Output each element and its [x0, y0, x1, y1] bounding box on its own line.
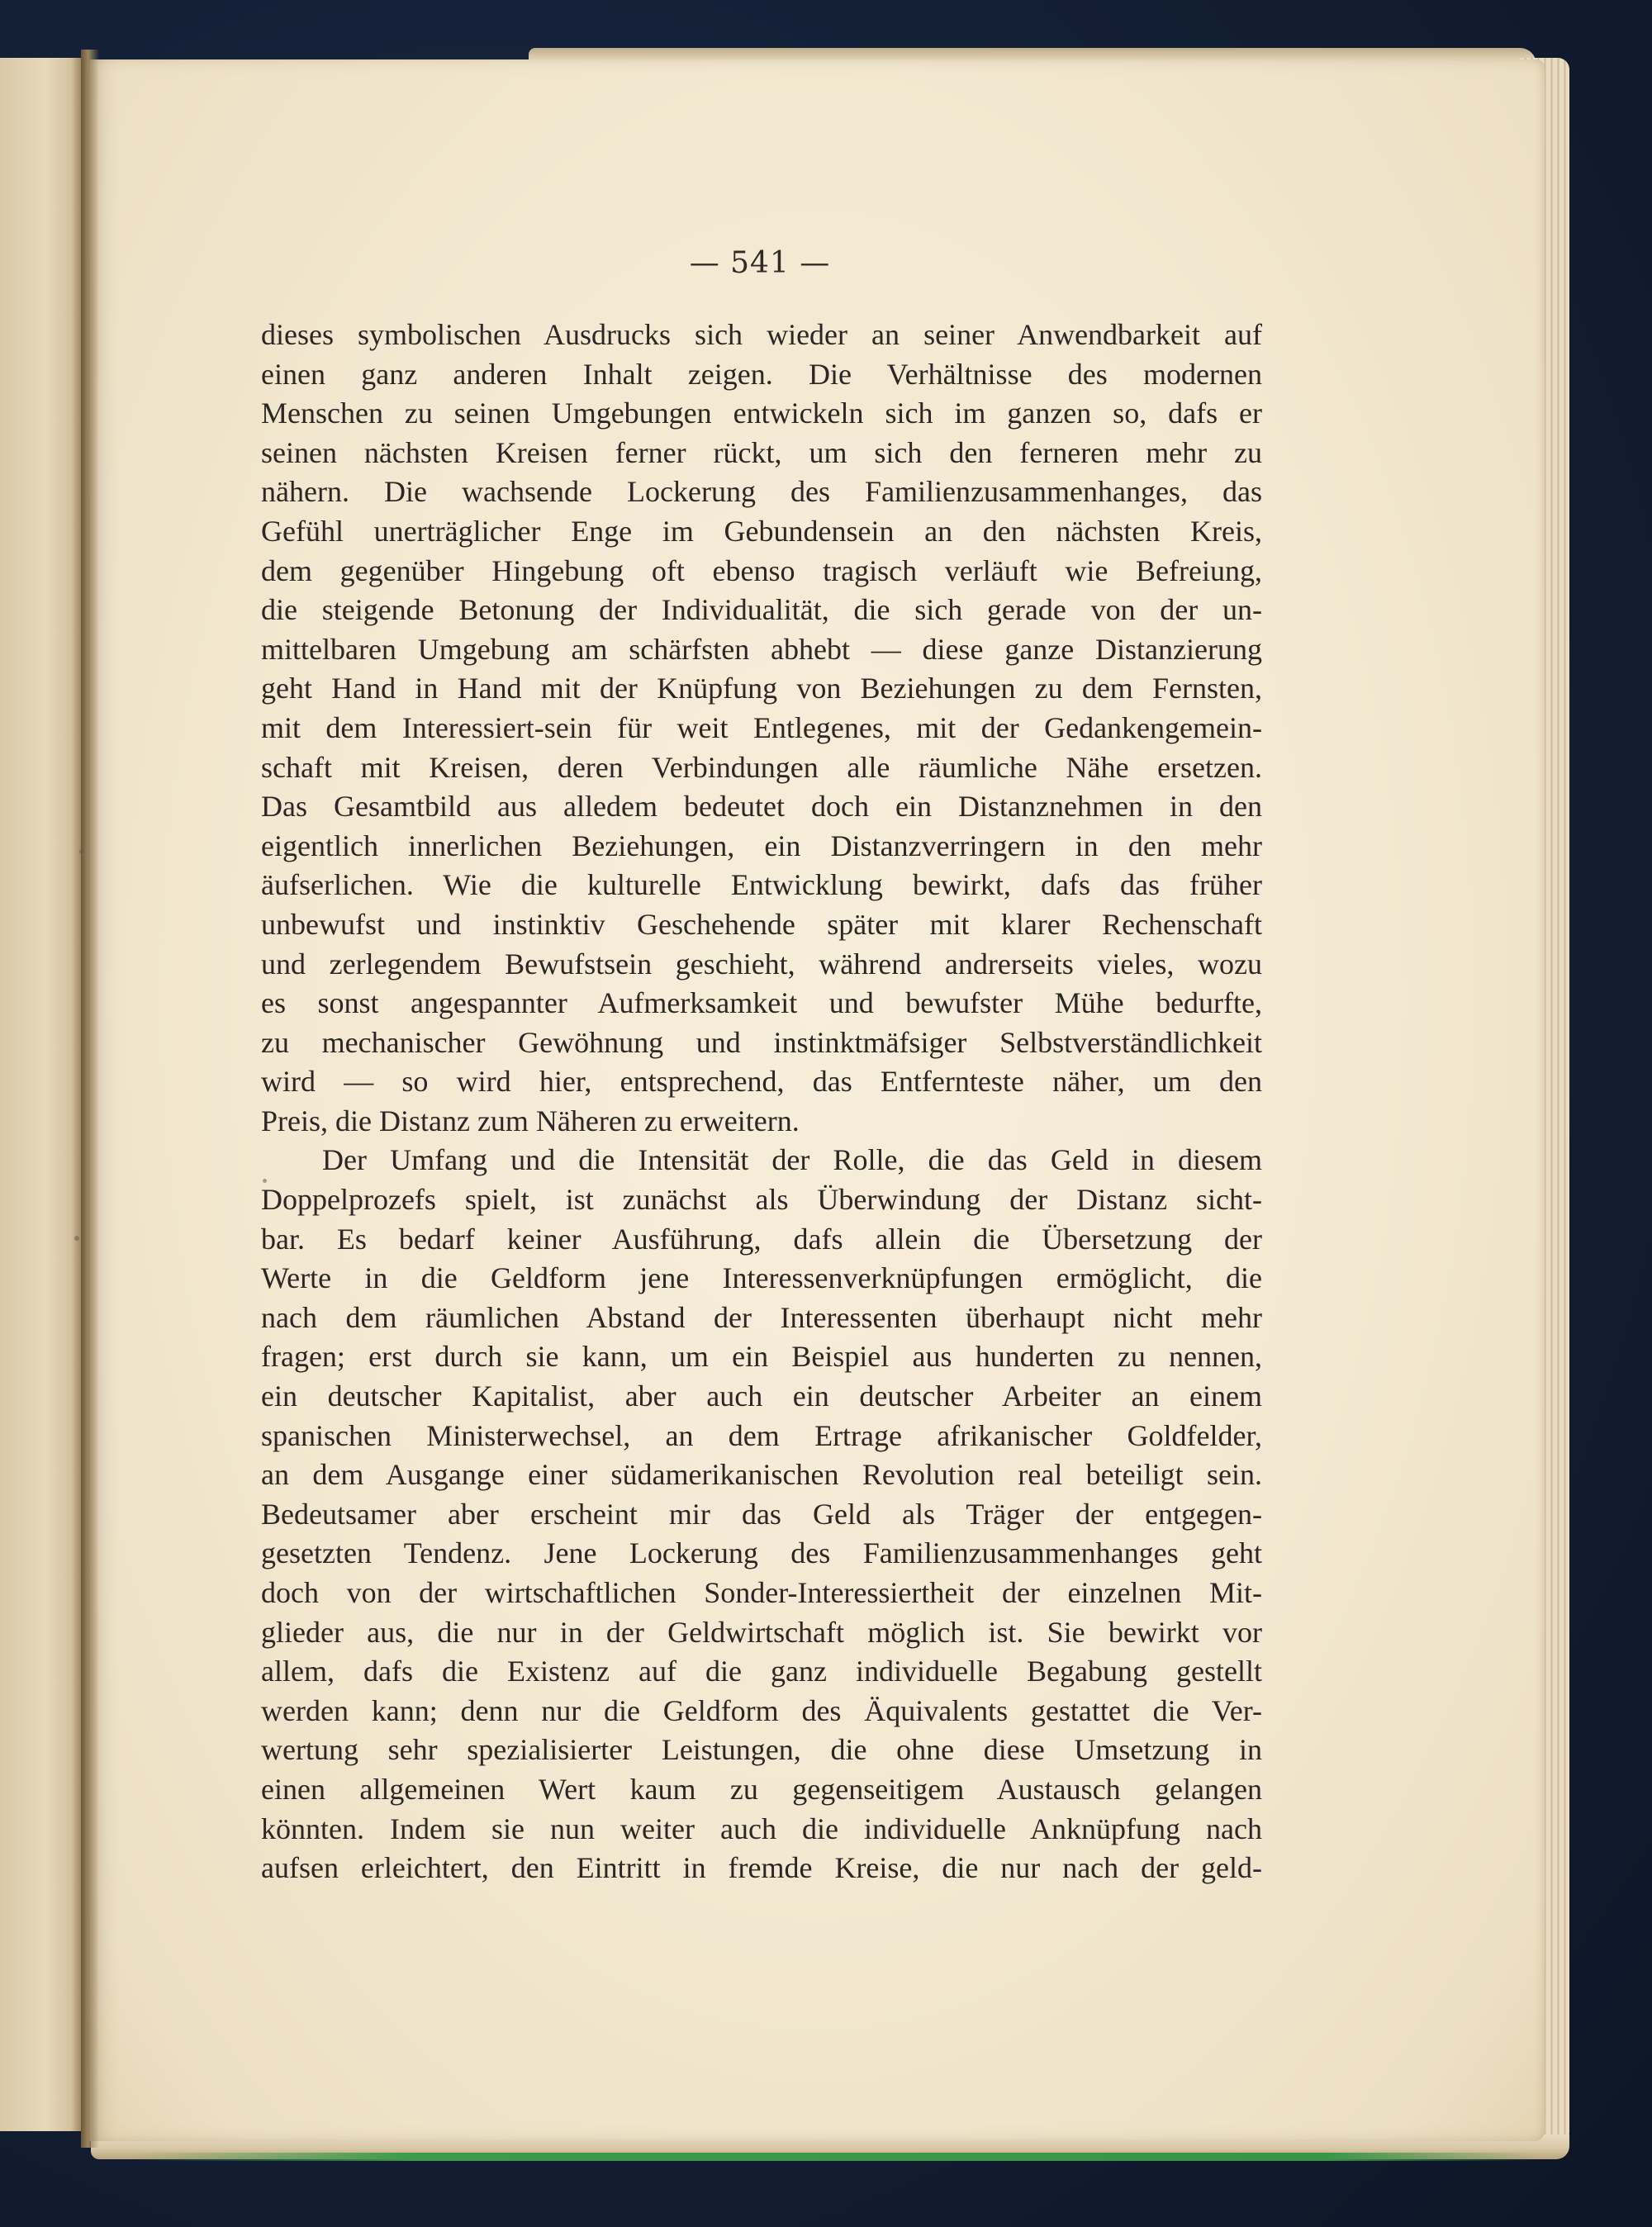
paragraph-start-line: Der Umfang und die Intensität der Rolle, die das Geld in diesem: [322, 1143, 1262, 1177]
text-line: dem gegenüber Hingebung oft ebenso tragisch verläuft wie Befreiung,: [261, 553, 1262, 587]
text-line: Menschen zu seinen Umgebungen entwickeln sich im ganzen so, dafs er: [261, 396, 1262, 430]
text-line: mit dem Interessiert-sein für weit Entlegenes, mit der Gedankengemein-: [261, 710, 1262, 744]
text-line: nach dem räumlichen Abstand der Interessenten überhaupt nicht mehr: [261, 1300, 1262, 1334]
body-text: [261, 316, 1262, 1888]
text-line: Doppelprozefs spielt, ist zunächst als Überwindung der Distanz sicht-: [261, 1183, 1262, 1217]
text-line: und zerlegendem Bewufstsein geschieht, während andrerseits vieles, wozu: [261, 947, 1262, 981]
text-line: es sonst angespannter Aufmerksamkeit und bewufster Mühe bedurfte,: [261, 986, 1262, 1020]
text-line: glieder aus, die nur in der Geldwirtschaft möglich ist. Sie bewirkt vor: [261, 1615, 1262, 1649]
text-line: die steigende Betonung der Individualität, die sich gerade von der un-: [261, 593, 1262, 627]
text-line: seinen nächsten Kreisen ferner rückt, um sich den ferneren mehr zu: [261, 435, 1262, 469]
text-line: Bedeutsamer aber erscheint mir das Geld als Träger der entgegen-: [261, 1497, 1262, 1531]
margin-speck: [74, 1236, 79, 1241]
text-line: zu mechanischer Gewöhnung und instinktmäfsiger Selbstverständlichkeit: [261, 1025, 1262, 1059]
text-line: an dem Ausgange einer südamerikanischen Revolution real beteiligt sein.: [261, 1458, 1262, 1492]
text-line: allem, dafs die Existenz auf die ganz individuelle Begabung gestellt: [261, 1655, 1262, 1688]
page-number: — 541 —: [689, 246, 831, 280]
text-line: wertung sehr spezialisierter Leistungen, die ohne diese Umsetzung in: [261, 1733, 1262, 1767]
text-line: bar. Es bedarf keiner Ausführung, dafs allein die Übersetzung der: [261, 1222, 1262, 1256]
text-line: spanischen Ministerwechsel, an dem Ertrage afrikanischer Goldfelder,: [261, 1418, 1262, 1452]
text-line: äufserlichen. Wie die kulturelle Entwicklung bewirkt, dafs das früher: [261, 868, 1262, 902]
text-line: mittelbaren Umgebung am schärfsten abhebt — diese ganze Distanzierung: [261, 632, 1262, 666]
text-line: einen allgemeinen Wert kaum zu gegenseitigem Austausch gelangen: [261, 1772, 1262, 1806]
text-line: gesetzten Tendenz. Jene Lockerung des Familienzusammenhanges geht: [261, 1536, 1262, 1570]
text-line: einen ganz anderen Inhalt zeigen. Die Verhältnisse des modernen: [261, 357, 1262, 391]
text-line: Werte in die Geldform jene Interessenverknüpfungen ermöglicht, die: [261, 1261, 1262, 1295]
green-cover-edge: [132, 2153, 1536, 2161]
text-line: eigentlich innerlichen Beziehungen, ein Distanzverringern in den mehr: [261, 829, 1262, 862]
text-line: könnten. Indem sie nun weiter auch die individuelle Anknüpfung nach: [261, 1812, 1262, 1845]
text-line: Das Gesamtbild aus alledem bedeutet doch ein Distanznehmen in den: [261, 790, 1262, 824]
text-line: schaft mit Kreisen, deren Verbindungen alle räumliche Nähe ersetzen.: [261, 750, 1262, 784]
text-line: werden kann; denn nur die Geldform des Äquivalents gestattet die Ver-: [261, 1693, 1262, 1727]
margin-speck: [79, 849, 84, 854]
text-line: dieses symbolischen Ausdrucks sich wieder an seiner Anwendbarkeit auf: [261, 318, 1262, 351]
text-line: wird — so wird hier, entsprechend, das Entfernteste näher, um den: [261, 1065, 1262, 1099]
text-line: geht Hand in Hand mit der Knüpfung von Beziehungen zu dem Fernsten,: [261, 672, 1262, 705]
text-line: fragen; erst durch sie kann, um ein Beispiel aus hunderten zu nennen,: [261, 1340, 1262, 1374]
text-line: Gefühl unerträglicher Enge im Gebundensein an den nächsten Kreis,: [261, 514, 1262, 548]
paragraph-end-line: Preis, die Distanz zum Näheren zu erweitern.: [261, 1104, 800, 1137]
book-gutter: [81, 50, 99, 2148]
text-line: aufsen erleichtert, den Eintritt in fremde Kreise, die nur nach der geld-: [261, 1851, 1262, 1885]
text-line: doch von der wirtschaftlichen Sonder-Interessiertheit der einzelnen Mit-: [261, 1576, 1262, 1609]
text-line: nähern. Die wachsende Lockerung des Familienzusammenhanges, das: [261, 475, 1262, 509]
text-line: ein deutscher Kapitalist, aber auch ein deutscher Arbeiter an einem: [261, 1379, 1262, 1413]
text-line: unbewufst und instinktiv Geschehende später mit klarer Rechenschaft: [261, 907, 1262, 941]
